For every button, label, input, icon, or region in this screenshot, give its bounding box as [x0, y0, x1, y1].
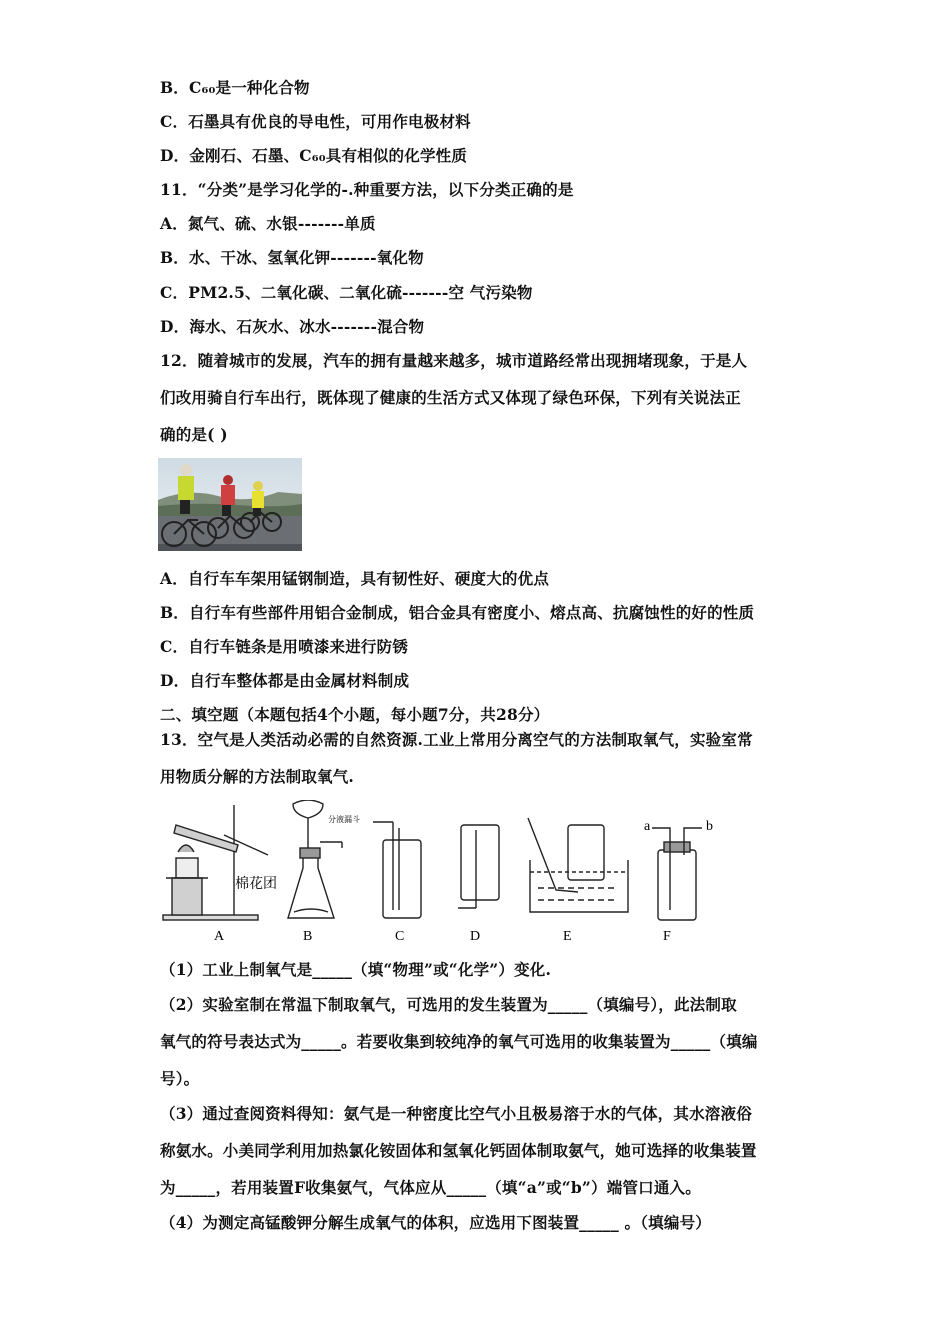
- question-13-part3-line1: （3）通过查阅资料得知：氨气是一种密度比空气小且极易溶于水的气体，其水溶液俗: [160, 1104, 752, 1123]
- question-13-part4: （4）为测定高锰酸钾分解生成氧气的体积，应选用下图装置_____ 。（填编号）: [160, 1213, 711, 1232]
- section-heading: 二、填空题（本题包括4个小题，每小题7分，共28分）: [160, 705, 550, 724]
- question-13-part2-line1: （2）实验室制在常温下制取氧气，可选用的发生装置为_____（填编号），此法制取: [160, 995, 737, 1014]
- label-f: F: [663, 929, 671, 944]
- option-12d: D．自行车整体都是由金属材料制成: [160, 671, 410, 690]
- funnel-label: 分液漏斗: [328, 815, 360, 824]
- apparatus-e: [528, 818, 628, 912]
- label-e: E: [563, 929, 572, 944]
- lab-apparatus-figure: [158, 800, 728, 950]
- label-d: D: [470, 929, 481, 944]
- option-11c: C．PM2.5、二氧化碳、二氧化硫-------空 气污染物: [160, 283, 533, 302]
- option-11a: A．氮气、硫、水银-------单质: [160, 214, 376, 233]
- question-11: 11．“分类”是学习化学的-.种重要方法，以下分类正确的是: [160, 180, 574, 199]
- option-10d: D．金刚石、石墨、C₆₀具有相似的化学性质: [160, 146, 468, 165]
- cyclists-photo: [158, 458, 302, 551]
- label-b: B: [303, 929, 313, 944]
- option-12b: B．自行车有些部件用铝合金制成，铝合金具有密度小、熔点高、抗腐蚀性的好的性质: [160, 603, 755, 622]
- option-10b: B．C₆₀是一种化合物: [160, 78, 310, 97]
- option-11b: B．水、干冰、氢氧化钾-------氧化物: [160, 248, 424, 267]
- apparatus-f: [652, 828, 702, 920]
- option-10c: C．石墨具有优良的导电性，可用作电极材料: [160, 112, 471, 131]
- question-12-line2: 们改用骑自行车出行，既体现了健康的生活方式又体现了绿色环保，下列有关说法正: [160, 388, 741, 407]
- apparatus-d: [458, 825, 499, 908]
- question-13-part2-line3: 号）。: [160, 1069, 200, 1088]
- label-c: C: [395, 929, 405, 944]
- port-a-label: a: [644, 819, 651, 834]
- question-13-part3-line2: 称氨水。小美同学利用加热氯化铵固体和氢氧化钙固体制取氨气，她可选择的收集装置: [160, 1141, 757, 1160]
- port-b-label: b: [706, 819, 713, 834]
- question-13-line1: 13．空气是人类活动必需的自然资源.工业上常用分离空气的方法制取氧气，实验室常: [160, 730, 753, 749]
- apparatus-a: [163, 805, 268, 920]
- question-13-line2: 用物质分解的方法制取氧气.: [160, 767, 354, 786]
- question-12-line1: 12．随着城市的发展，汽车的拥有量越来越多，城市道路经常出现拥堵现象，于是人: [160, 351, 748, 370]
- question-13-part1: （1）工业上制氧气是_____（填“物理”或“化学”）变化.: [160, 960, 552, 979]
- question-13-part3-line3: 为_____，若用装置F收集氨气，气体应从_____（填“a”或“b”）端管口通入。: [160, 1178, 701, 1197]
- option-12a: A．自行车车架用锰钢制造，具有韧性好、硬度大的优点: [160, 569, 550, 588]
- question-13-part2-line2: 氧气的符号表达式为_____。若要收集到较纯净的氧气可选用的收集装置为_____（填编: [160, 1032, 758, 1051]
- label-a: A: [214, 929, 225, 944]
- question-12-line3: 确的是( ): [160, 425, 228, 444]
- option-12c: C．自行车链条是用喷漆来进行防锈: [160, 637, 409, 656]
- option-11d: D．海水、石灰水、冰水-------混合物: [160, 317, 425, 336]
- cotton-label: 棉花团: [235, 877, 277, 892]
- apparatus-c: [373, 822, 421, 918]
